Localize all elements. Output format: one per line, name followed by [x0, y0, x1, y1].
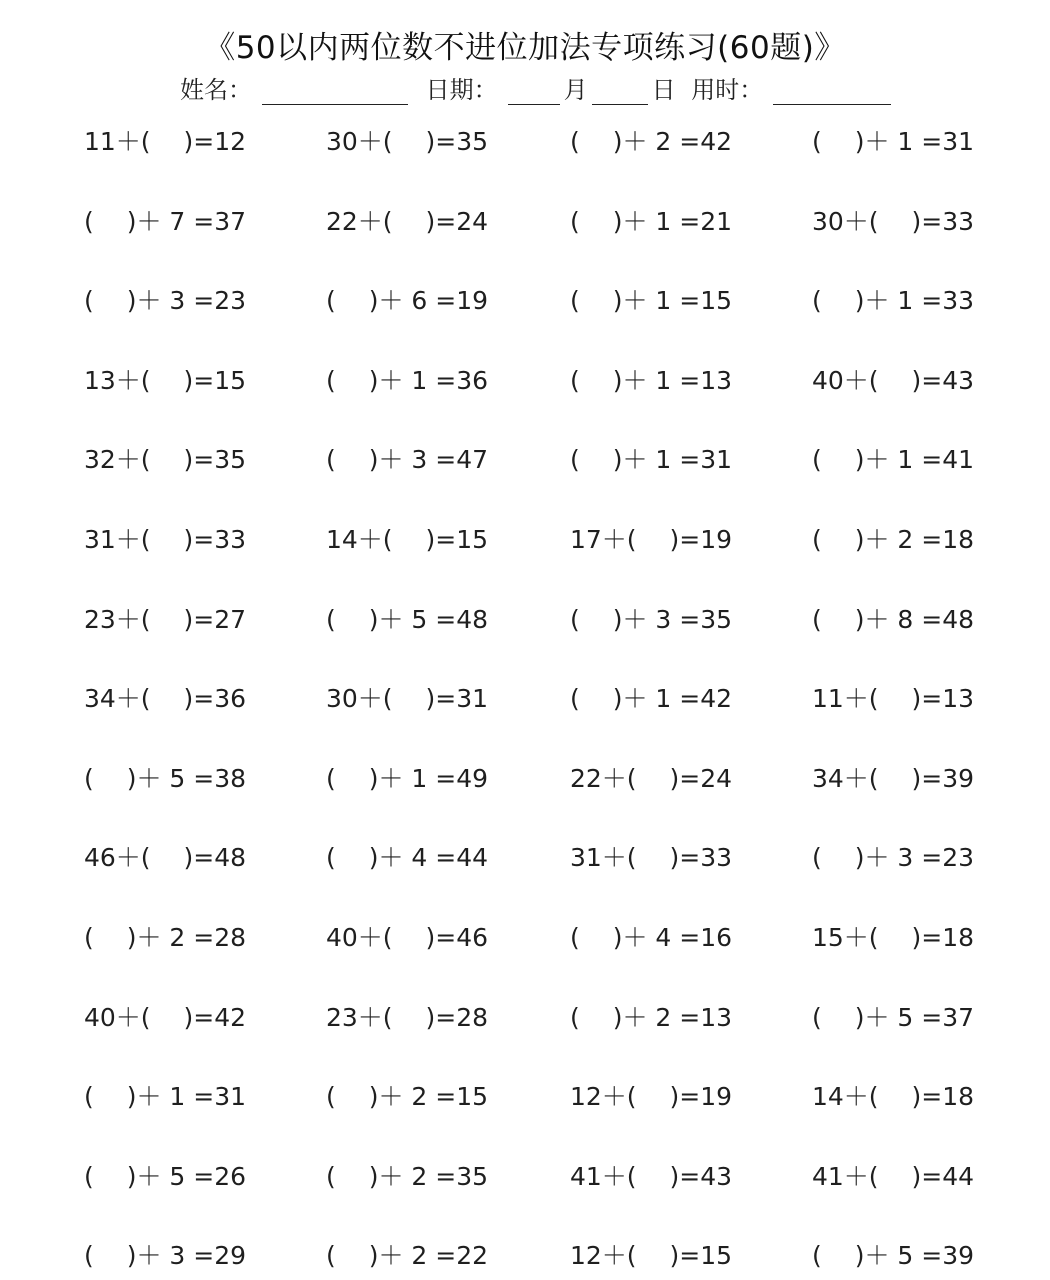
problem-row	[0, 600, 1050, 640]
problem-item[interactable]: 41＋( )=43	[570, 1161, 733, 1191]
problem-item[interactable]: 32＋( )=35	[84, 445, 247, 475]
problem-item[interactable]: 15＋( )=18	[812, 923, 975, 952]
problem-item[interactable]: ( )＋ 5 =39	[812, 1241, 975, 1271]
problem-row	[0, 998, 1050, 1038]
problem-item[interactable]: 12＋( )=19	[570, 1082, 733, 1112]
problem-row	[0, 520, 1050, 560]
problem-row	[0, 838, 1050, 878]
problem-item[interactable]: ( )＋ 2 =35	[326, 1161, 489, 1191]
problem-item[interactable]: ( )＋ 1 =42	[570, 684, 733, 714]
worksheet-title: 《50以内两位数不进位加法专项练习(60题)》	[204, 30, 846, 66]
problem-item[interactable]: 14＋( )=15	[326, 525, 489, 554]
problem-item[interactable]: 41＋( )=44	[812, 1161, 975, 1191]
problem-item[interactable]: ( )＋ 1 =36	[326, 365, 489, 395]
problem-item[interactable]: 40＋( )=43	[812, 365, 975, 395]
problem-item[interactable]: 22＋( )=24	[570, 763, 733, 793]
problem-item[interactable]: ( )＋ 2 =15	[326, 1082, 489, 1112]
problem-item[interactable]: ( )＋ 4 =16	[570, 923, 733, 952]
problem-item[interactable]: 22＋( )=24	[326, 206, 489, 236]
problem-item[interactable]: 34＋( )=39	[812, 763, 975, 793]
problem-item[interactable]: ( )＋ 4 =44	[326, 843, 489, 873]
problem-row	[0, 759, 1050, 799]
problem-item[interactable]: ( )＋ 1 =13	[570, 365, 733, 395]
problem-item[interactable]: ( )＋ 1 =31	[570, 445, 733, 475]
problem-item[interactable]: ( )＋ 1 =33	[812, 286, 975, 316]
problem-row	[0, 1077, 1050, 1117]
problem-item[interactable]: ( )＋ 2 =13	[570, 1002, 733, 1032]
problem-item[interactable]: ( )＋ 1 =31	[812, 127, 975, 156]
problem-item[interactable]: 12＋( )=15	[570, 1241, 733, 1271]
problem-item[interactable]: ( )＋ 1 =31	[84, 1082, 247, 1112]
problem-item[interactable]: ( )＋ 7 =37	[84, 206, 247, 236]
problem-item[interactable]: ( )＋ 1 =15	[570, 286, 733, 316]
problem-item[interactable]: ( )＋ 5 =26	[84, 1161, 247, 1191]
day-label: 日	[651, 76, 676, 104]
problem-item[interactable]: ( )＋ 2 =18	[812, 525, 975, 554]
problem-item[interactable]: 23＋( )=28	[326, 1002, 489, 1032]
problem-item[interactable]: 46＋( )=48	[84, 843, 247, 873]
problem-item[interactable]: 14＋( )=18	[812, 1082, 975, 1112]
problem-row	[0, 1236, 1050, 1276]
problem-item[interactable]: ( )＋ 3 =47	[326, 445, 489, 475]
problem-item[interactable]: 23＋( )=27	[84, 604, 247, 634]
time-blank[interactable]	[773, 78, 891, 105]
problem-item[interactable]: 40＋( )=42	[84, 1002, 247, 1032]
problem-item[interactable]: ( )＋ 8 =48	[812, 604, 975, 634]
problem-item[interactable]: ( )＋ 2 =42	[570, 127, 733, 156]
problem-row	[0, 1157, 1050, 1197]
problem-item[interactable]: 30＋( )=35	[326, 127, 489, 156]
student-info-line	[180, 70, 895, 104]
month-label: 月	[563, 76, 588, 104]
time-label: 用时：	[691, 76, 764, 104]
problem-item[interactable]: ( )＋ 3 =29	[84, 1241, 247, 1271]
problem-item[interactable]: 17＋( )=19	[570, 525, 733, 554]
problem-item[interactable]: ( )＋ 6 =19	[326, 286, 489, 316]
problem-item[interactable]: ( )＋ 3 =23	[812, 843, 975, 873]
problem-item[interactable]: 11＋( )=13	[812, 684, 975, 714]
problem-row	[0, 202, 1050, 242]
problem-item[interactable]: ( )＋ 1 =41	[812, 445, 975, 475]
problem-item[interactable]: ( )＋ 5 =48	[326, 604, 489, 634]
problem-item[interactable]: ( )＋ 1 =49	[326, 763, 489, 793]
problem-row	[0, 361, 1050, 401]
problem-item[interactable]: ( )＋ 2 =28	[84, 923, 247, 952]
name-label: 姓名：	[180, 76, 252, 104]
month-blank[interactable]	[508, 78, 560, 105]
problem-item[interactable]: ( )＋ 2 =22	[326, 1241, 489, 1271]
problem-row	[0, 679, 1050, 719]
date-label: 日期：	[425, 76, 498, 104]
problem-item[interactable]: ( )＋ 3 =23	[84, 286, 247, 316]
problem-item[interactable]: 31＋( )=33	[570, 843, 733, 873]
day-blank[interactable]	[592, 78, 648, 105]
problem-item[interactable]: 40＋( )=46	[326, 923, 489, 952]
name-blank[interactable]	[262, 78, 408, 105]
problem-item[interactable]: ( )＋ 1 =21	[570, 206, 733, 236]
problem-row	[0, 122, 1050, 162]
problem-item[interactable]: 34＋( )=36	[84, 684, 247, 714]
problem-item[interactable]: 13＋( )=15	[84, 365, 247, 395]
problem-item[interactable]: 31＋( )=33	[84, 525, 247, 554]
problem-item[interactable]: 11＋( )=12	[84, 127, 247, 156]
problem-item[interactable]: 30＋( )=31	[326, 684, 489, 714]
problem-item[interactable]: ( )＋ 5 =38	[84, 763, 247, 793]
problem-item[interactable]: ( )＋ 3 =35	[570, 604, 733, 634]
problem-row	[0, 918, 1050, 958]
problem-row	[0, 440, 1050, 480]
problem-item[interactable]: ( )＋ 5 =37	[812, 1002, 975, 1032]
problem-row	[0, 281, 1050, 321]
problem-item[interactable]: 30＋( )=33	[812, 206, 975, 236]
